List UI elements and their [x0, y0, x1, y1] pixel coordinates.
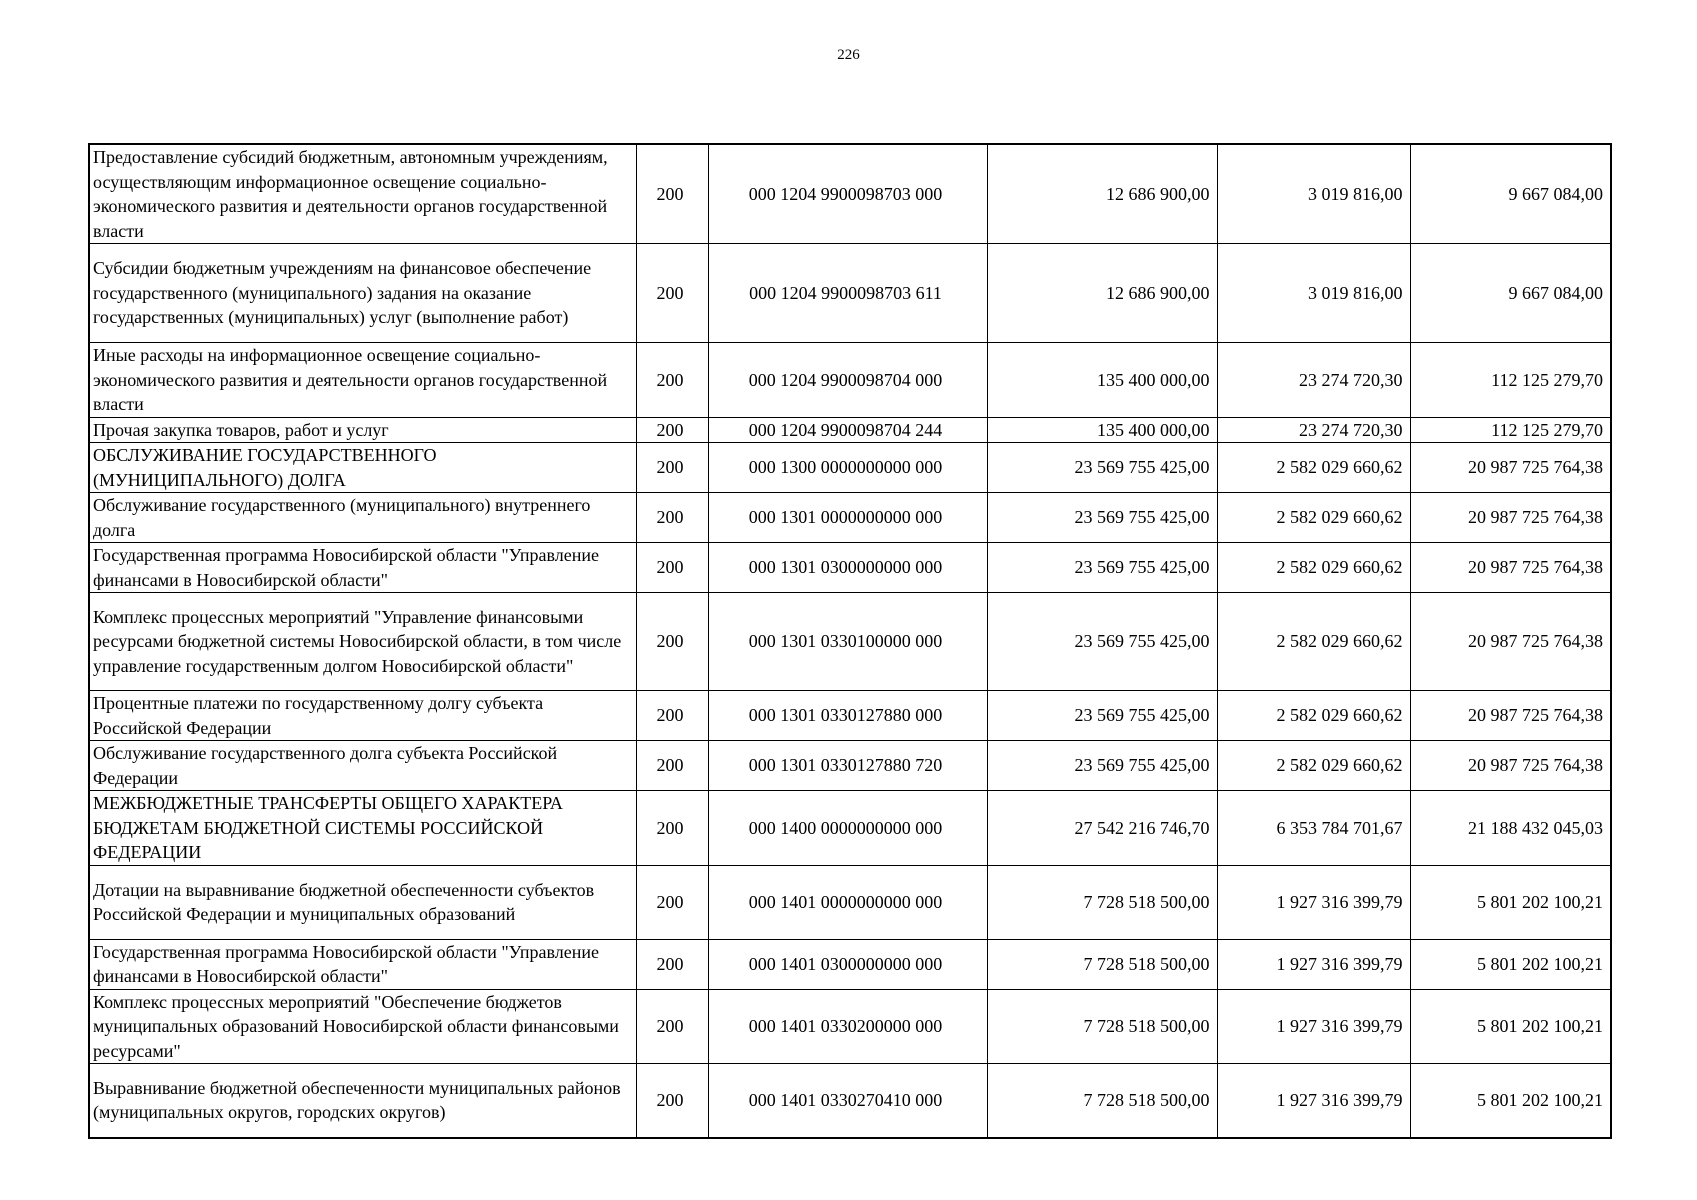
table-row [89, 865, 1611, 939]
budget-code-cell: 000 1300 0000000000 000 [708, 443, 987, 493]
expense-name-cell: Комплекс процессных мероприятий "Обеспечение бюджетов муниципальных образований Новосибирской области финансовыми ресурсами" [89, 989, 636, 1064]
table-row [89, 741, 1611, 791]
unexecuted-amount-cell: 20 987 725 764,38 [1410, 493, 1611, 543]
line-code-cell: 200 [636, 493, 708, 543]
expense-name-cell: МЕЖБЮДЖЕТНЫЕ ТРАНСФЕРТЫ ОБЩЕГО ХАРАКТЕРА БЮДЖЕТАМ БЮДЖЕТНОЙ СИСТЕМЫ РОССИЙСКОЙ ФЕДЕРАЦИИ [89, 791, 636, 866]
approved-amount-cell: 23 569 755 425,00 [987, 543, 1217, 593]
approved-amount-cell: 135 400 000,00 [987, 417, 1217, 443]
approved-amount-cell: 7 728 518 500,00 [987, 939, 1217, 989]
approved-amount-cell: 27 542 216 746,70 [987, 791, 1217, 866]
table-row [89, 791, 1611, 866]
unexecuted-amount-cell: 5 801 202 100,21 [1410, 865, 1611, 939]
line-code-cell: 200 [636, 865, 708, 939]
table-row [89, 1064, 1611, 1138]
approved-amount-cell: 7 728 518 500,00 [987, 989, 1217, 1064]
budget-code-cell: 000 1400 0000000000 000 [708, 791, 987, 866]
line-code-cell: 200 [636, 741, 708, 791]
line-code-cell: 200 [636, 417, 708, 443]
budget-code-cell: 000 1401 0000000000 000 [708, 865, 987, 939]
budget-code-cell: 000 1401 0330200000 000 [708, 989, 987, 1064]
budget-code-cell: 000 1204 9900098703 000 [708, 144, 987, 244]
unexecuted-amount-cell: 20 987 725 764,38 [1410, 543, 1611, 593]
approved-amount-cell: 135 400 000,00 [987, 343, 1217, 418]
executed-amount-cell: 1 927 316 399,79 [1217, 1064, 1410, 1138]
expense-name-cell: Обслуживание государственного (муниципального) внутреннего долга [89, 493, 636, 543]
approved-amount-cell: 23 569 755 425,00 [987, 741, 1217, 791]
budget-code-cell: 000 1301 0330127880 000 [708, 691, 987, 741]
table-row [89, 939, 1611, 989]
line-code-cell: 200 [636, 593, 708, 691]
executed-amount-cell: 2 582 029 660,62 [1217, 543, 1410, 593]
expense-name-cell: Субсидии бюджетным учреждениям на финансовое обеспечение государственного (муниципального) задания на оказание государственных (муниципальных) услуг (выполнение работ) [89, 244, 636, 343]
budget-code-cell: 000 1301 0300000000 000 [708, 543, 987, 593]
page-number: 226 [837, 47, 860, 63]
expense-name-cell: Прочая закупка товаров, работ и услуг [89, 417, 636, 443]
table-row [89, 493, 1611, 543]
budget-execution-table [88, 143, 1612, 1139]
approved-amount-cell: 12 686 900,00 [987, 244, 1217, 343]
unexecuted-amount-cell: 112 125 279,70 [1410, 417, 1611, 443]
budget-code-cell: 000 1301 0330100000 000 [708, 593, 987, 691]
line-code-cell: 200 [636, 1064, 708, 1138]
unexecuted-amount-cell: 21 188 432 045,03 [1410, 791, 1611, 866]
unexecuted-amount-cell: 5 801 202 100,21 [1410, 989, 1611, 1064]
table-row [89, 144, 1611, 244]
unexecuted-amount-cell: 5 801 202 100,21 [1410, 1064, 1611, 1138]
budget-code-cell: 000 1301 0000000000 000 [708, 493, 987, 543]
expense-name-cell: Обслуживание государственного долга субъекта Российской Федерации [89, 741, 636, 791]
table-row [89, 593, 1611, 691]
unexecuted-amount-cell: 20 987 725 764,38 [1410, 741, 1611, 791]
expense-name-cell: Предоставление субсидий бюджетным, автономным учреждениям, осуществляющим информационное освещение социально-экономического развития и деятельности органов государственной власти [89, 144, 636, 244]
line-code-cell: 200 [636, 791, 708, 866]
approved-amount-cell: 7 728 518 500,00 [987, 1064, 1217, 1138]
expense-name-cell: Государственная программа Новосибирской области "Управление финансами в Новосибирской области" [89, 543, 636, 593]
table-row [89, 443, 1611, 493]
table-row [89, 244, 1611, 343]
expense-name-cell: Государственная программа Новосибирской области "Управление финансами в Новосибирской области" [89, 939, 636, 989]
line-code-cell: 200 [636, 989, 708, 1064]
executed-amount-cell: 3 019 816,00 [1217, 244, 1410, 343]
executed-amount-cell: 2 582 029 660,62 [1217, 443, 1410, 493]
approved-amount-cell: 23 569 755 425,00 [987, 443, 1217, 493]
line-code-cell: 200 [636, 144, 708, 244]
line-code-cell: 200 [636, 691, 708, 741]
unexecuted-amount-cell: 9 667 084,00 [1410, 244, 1611, 343]
budget-code-cell: 000 1204 9900098704 000 [708, 343, 987, 418]
approved-amount-cell: 23 569 755 425,00 [987, 493, 1217, 543]
executed-amount-cell: 1 927 316 399,79 [1217, 865, 1410, 939]
unexecuted-amount-cell: 20 987 725 764,38 [1410, 443, 1611, 493]
table-row [89, 691, 1611, 741]
budget-code-cell: 000 1401 0300000000 000 [708, 939, 987, 989]
approved-amount-cell: 12 686 900,00 [987, 144, 1217, 244]
executed-amount-cell: 1 927 316 399,79 [1217, 989, 1410, 1064]
table-row [89, 417, 1611, 443]
executed-amount-cell: 2 582 029 660,62 [1217, 741, 1410, 791]
approved-amount-cell: 7 728 518 500,00 [987, 865, 1217, 939]
expense-name-cell: Иные расходы на информационное освещение социально-экономического развития и деятельности органов государственной власти [89, 343, 636, 418]
expense-name-cell: Процентные платежи по государственному долгу субъекта Российской Федерации [89, 691, 636, 741]
table-row [89, 343, 1611, 418]
budget-code-cell: 000 1204 9900098704 244 [708, 417, 987, 443]
executed-amount-cell: 2 582 029 660,62 [1217, 691, 1410, 741]
executed-amount-cell: 1 927 316 399,79 [1217, 939, 1410, 989]
line-code-cell: 200 [636, 939, 708, 989]
line-code-cell: 200 [636, 244, 708, 343]
line-code-cell: 200 [636, 543, 708, 593]
executed-amount-cell: 23 274 720,30 [1217, 343, 1410, 418]
executed-amount-cell: 2 582 029 660,62 [1217, 593, 1410, 691]
unexecuted-amount-cell: 5 801 202 100,21 [1410, 939, 1611, 989]
approved-amount-cell: 23 569 755 425,00 [987, 691, 1217, 741]
unexecuted-amount-cell: 9 667 084,00 [1410, 144, 1611, 244]
table-row [89, 989, 1611, 1064]
executed-amount-cell: 23 274 720,30 [1217, 417, 1410, 443]
table-row [89, 543, 1611, 593]
budget-code-cell: 000 1204 9900098703 611 [708, 244, 987, 343]
executed-amount-cell: 6 353 784 701,67 [1217, 791, 1410, 866]
budget-code-cell: 000 1401 0330270410 000 [708, 1064, 987, 1138]
expense-name-cell: Комплекс процессных мероприятий "Управление финансовыми ресурсами бюджетной системы Новосибирской области, в том числе управление государственным долгом Новосибирской области" [89, 593, 636, 691]
executed-amount-cell: 3 019 816,00 [1217, 144, 1410, 244]
unexecuted-amount-cell: 20 987 725 764,38 [1410, 593, 1611, 691]
expense-name-cell: ОБСЛУЖИВАНИЕ ГОСУДАРСТВЕННОГО (МУНИЦИПАЛЬНОГО) ДОЛГА [89, 443, 636, 493]
expense-name-cell: Выравнивание бюджетной обеспеченности муниципальных районов (муниципальных округов, городских округов) [89, 1064, 636, 1138]
unexecuted-amount-cell: 112 125 279,70 [1410, 343, 1611, 418]
approved-amount-cell: 23 569 755 425,00 [987, 593, 1217, 691]
unexecuted-amount-cell: 20 987 725 764,38 [1410, 691, 1611, 741]
line-code-cell: 200 [636, 443, 708, 493]
budget-code-cell: 000 1301 0330127880 720 [708, 741, 987, 791]
line-code-cell: 200 [636, 343, 708, 418]
expense-name-cell: Дотации на выравнивание бюджетной обеспеченности субъектов Российской Федерации и муниципальных образований [89, 865, 636, 939]
executed-amount-cell: 2 582 029 660,62 [1217, 493, 1410, 543]
